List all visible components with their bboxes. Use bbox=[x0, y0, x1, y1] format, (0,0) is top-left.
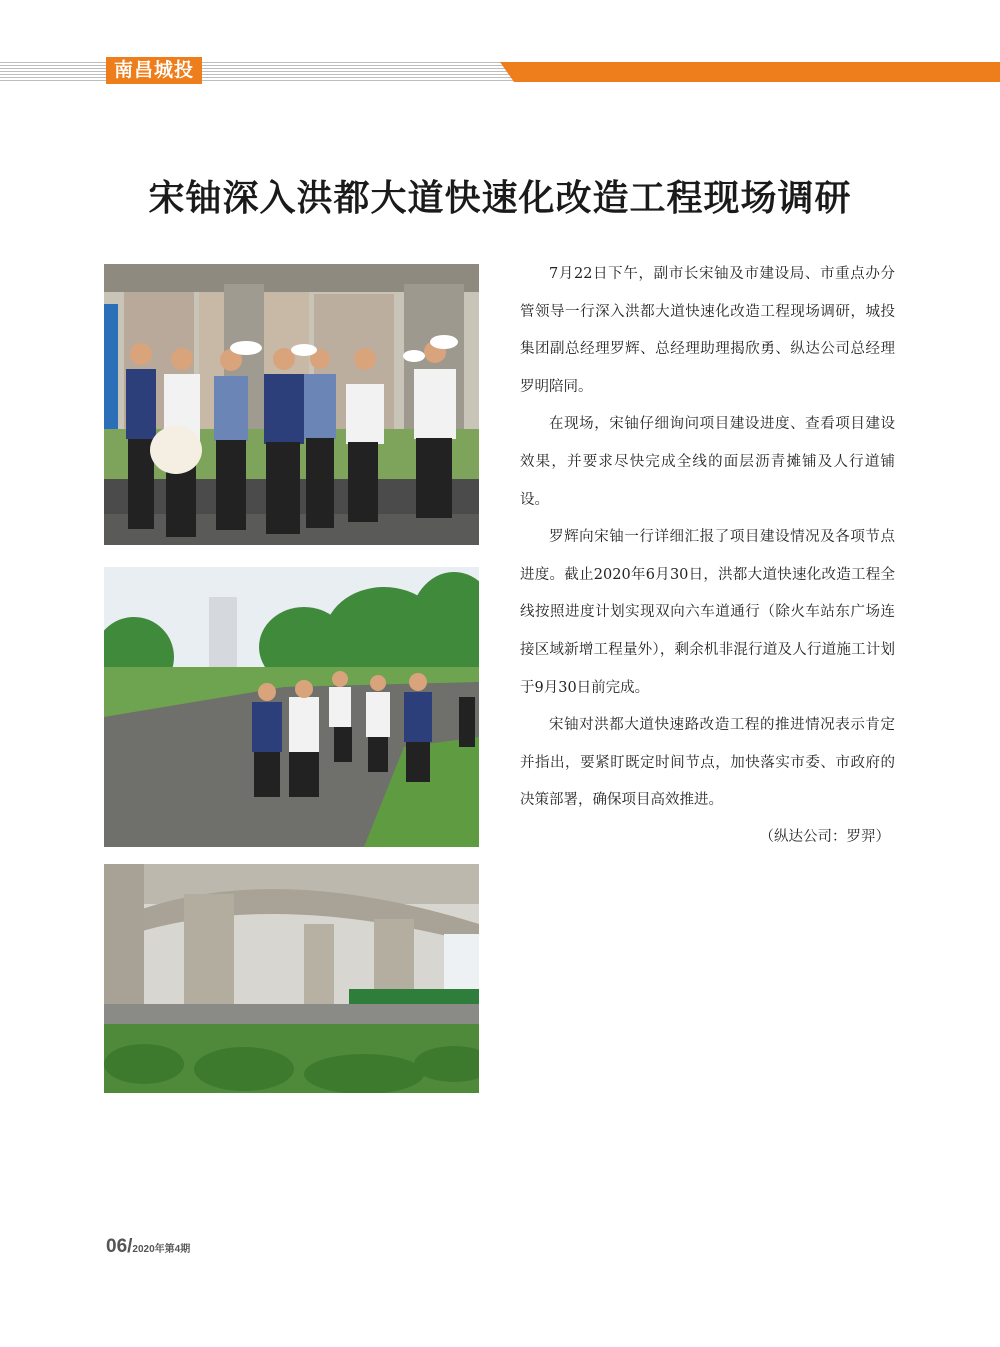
article-paragraph: 宋铀对洪都大道快速路改造工程的推进情况表示肯定并指出，要紧盯既定时间节点，加快落实市委、市政府的决策部署，确保项目高效推进。 bbox=[520, 717, 895, 809]
photo-viaduct-green-belt bbox=[104, 864, 479, 1093]
section-tag: 南昌城投 bbox=[106, 57, 202, 84]
article-paragraph: 罗辉向宋铀一行详细汇报了项目建设情况及各项节点进度。截止2020年6月30日，洪都大道快速化改造工程全线按照进度计划实现双向六车道通行（除火车站东广场连接区域新增工程量外），剩余机非混行道及人行道施工计划于9月30日前完成。 bbox=[520, 529, 895, 696]
photo-site-inspection-group bbox=[104, 264, 479, 545]
header-orange-band bbox=[500, 62, 1000, 82]
photo-group-walking bbox=[104, 567, 479, 847]
article-paragraph: 在现场，宋铀仔细询问项目建设进度、查看项目建设效果，并要求尽快完成全线的面层沥青摊铺及人行道铺设。 bbox=[520, 416, 895, 508]
article-body bbox=[520, 256, 895, 820]
article-byline: （纵达公司：罗羿） bbox=[759, 829, 890, 845]
issue-label: 2020年第4期 bbox=[132, 1244, 191, 1255]
page-number: 06/ bbox=[106, 1236, 133, 1257]
article-title: 宋铀深入洪都大道快速化改造工程现场调研 bbox=[148, 178, 852, 219]
article-paragraph: 7月22日下午，副市长宋铀及市建设局、市重点办分管领导一行深入洪都大道快速化改造工程现场调研，城投集团副总经理罗辉、总经理助理揭欣勇、纵达公司总经理罗明陪同。 bbox=[520, 266, 895, 395]
header-stripes bbox=[0, 62, 520, 82]
page-folio bbox=[106, 1236, 190, 1258]
